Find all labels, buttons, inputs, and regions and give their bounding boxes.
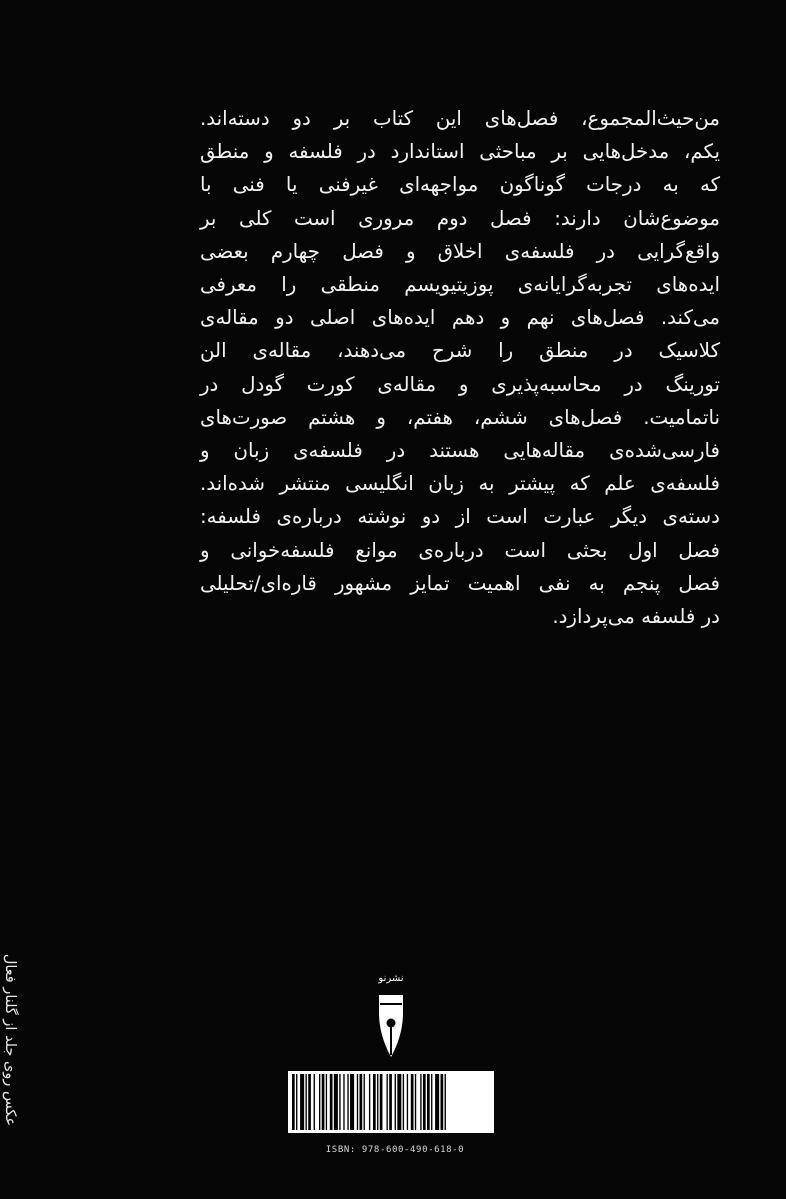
barcode-bar	[334, 1074, 338, 1130]
barcode-bar	[380, 1074, 383, 1130]
barcode-bar	[445, 1074, 446, 1130]
barcode-bar	[441, 1074, 444, 1130]
barcode-bar	[369, 1074, 370, 1130]
barcode-bar	[435, 1074, 439, 1130]
pen-nib-icon	[365, 973, 417, 1063]
blurb-line: من‌حیث‌المجموع، فصل‌های این کتاب بر دو دسته‌اند.	[200, 107, 720, 130]
barcode-bar	[423, 1074, 426, 1130]
barcode-bar	[306, 1074, 307, 1130]
barcode-bar	[350, 1074, 354, 1130]
barcode-bar	[431, 1074, 432, 1130]
barcode-bar	[292, 1074, 295, 1130]
barcode-bar	[347, 1074, 348, 1130]
blurb-line: فارسی‌شده‌ی مقاله‌هایی هستند در فلسفه‌ی زبان و	[200, 439, 720, 463]
blurb-line: که به درجات گوناگون مواجهه‌ای غیرفنی یا فنی با	[200, 173, 720, 197]
blurb-line: ایده‌های تجربه‌گرایانه‌ی پوزیتیویسم منطقی را معرفی	[200, 273, 720, 297]
barcode-bar	[330, 1074, 333, 1130]
barcode-bar	[411, 1074, 414, 1130]
blurb-line: یکم، مدخل‌هایی بر مباحثی استاندارد در فلسفه و منطق	[200, 140, 720, 164]
barcode-bar	[403, 1074, 404, 1130]
barcode-bar	[395, 1074, 396, 1130]
cover-photo-credit	[0, 945, 18, 1135]
barcode-bar	[360, 1074, 363, 1130]
barcode-bar	[357, 1074, 358, 1130]
blurb-line: در فلسفه می‌پردازد.	[552, 605, 720, 629]
blurb-line: ناتمامیت. فصل‌های ششم، هفتم، و هشتم صورت‌های	[200, 405, 720, 429]
blurb-line: کلاسیک در منطق را شرح می‌دهند، مقاله‌ی الن	[200, 339, 720, 363]
barcode-bars	[292, 1074, 490, 1130]
barcode-bar	[319, 1074, 320, 1130]
barcode-bar	[308, 1074, 311, 1130]
publisher-logo	[365, 973, 417, 1063]
blurb-line: واقع‌گرایی در فلسفه‌ی اخلاق و فصل چهارم بعضی	[200, 239, 720, 263]
barcode-bar	[339, 1074, 340, 1130]
barcode-bar	[300, 1074, 304, 1130]
barcode-bar	[387, 1074, 388, 1130]
barcode	[288, 1071, 494, 1133]
blurb-text	[200, 102, 720, 633]
blurb-line: موضوع‌شان دارند: فصل دوم مروری است کلی بر	[200, 206, 720, 230]
barcode-bar	[343, 1074, 344, 1130]
publisher-name: نشرنو	[378, 973, 404, 984]
barcode-bar	[364, 1074, 365, 1130]
barcode-bar	[373, 1074, 376, 1130]
blurb-line: فصل اول بحثی است درباره‌ی موانع فلسفه‌خوانی و	[200, 538, 720, 562]
barcode-bar	[377, 1074, 378, 1130]
barcode-bar	[415, 1074, 416, 1130]
barcode-bar	[326, 1074, 327, 1130]
barcode-bar	[322, 1074, 325, 1130]
barcode-bar	[314, 1074, 315, 1130]
cover-photo-credit-text: عکس روی جلد از گلنار فعال	[2, 953, 18, 1127]
blurb-line: تورینگ در محاسبه‌پذیری و مقاله‌ی کورت گودل در	[200, 372, 720, 396]
barcode-bar	[296, 1074, 297, 1130]
barcode-bar	[407, 1074, 408, 1130]
isbn-number: ISBN: 978-600-490-618-0	[325, 1145, 465, 1155]
blurb-line: دسته‌ی دیگر عبارت است از دو نوشته درباره‌ی فلسفه:	[200, 505, 720, 529]
blurb-line: می‌کند. فصل‌های نهم و دهم ایده‌های اصلی دو مقاله‌ی	[200, 306, 720, 330]
barcode-bar	[389, 1074, 392, 1130]
blurb-line: فلسفه‌ی علم که پیشتر به زبان انگلیسی منتشر شده‌اند.	[200, 472, 720, 496]
barcode-bar	[420, 1074, 421, 1130]
barcode-bar	[427, 1074, 430, 1130]
blurb-line: فصل پنجم به نفی اهمیت تمایز مشهور قاره‌ای/تحلیلی	[200, 571, 720, 595]
barcode-bar	[397, 1074, 401, 1130]
